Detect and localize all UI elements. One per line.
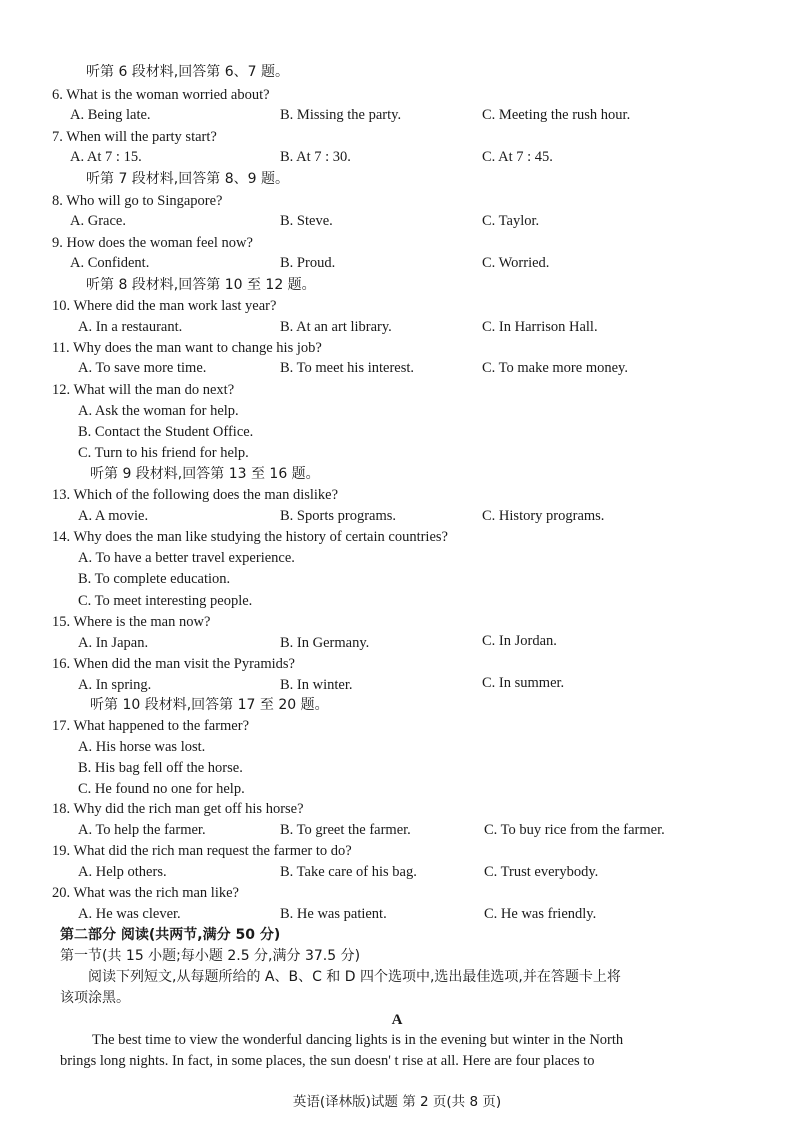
page-footer: 英语(译林版)试题 第 2 页(共 8 页) [292, 1094, 502, 1110]
question-15: 15. Where is the man now? [52, 614, 211, 630]
q6-option-a: A. Being late. [70, 107, 151, 123]
question-12: 12. What will the man do next? [52, 382, 235, 398]
question-16: 16. When did the man visit the Pyramids? [52, 656, 295, 672]
question-7: 7. When will the party start? [52, 129, 217, 145]
q13-option-c: C. History programs. [482, 508, 605, 524]
part2-heading: 第二部分 阅读(共两节,满分 50 分) [60, 927, 281, 943]
q16-option-b: B. In winter. [280, 677, 353, 693]
q15-option-c: C. In Jordan. [482, 633, 557, 649]
part2-section1-heading: 第一节(共 15 小题;每小题 2.5 分,满分 37.5 分) [60, 948, 361, 964]
q17-option-c: C. He found no one for help. [78, 781, 245, 797]
q10-option-b: B. At an art library. [280, 319, 392, 335]
question-14: 14. Why does the man like studying the history of certain countries? [52, 529, 448, 545]
q10-option-c: C. In Harrison Hall. [482, 319, 598, 335]
question-17: 17. What happened to the farmer? [52, 718, 250, 734]
q8-option-b: B. Steve. [280, 213, 333, 229]
question-11: 11. Why does the man want to change his job? [52, 340, 322, 356]
question-8: 8. Who will go to Singapore? [52, 193, 223, 209]
q14-option-a: A. To have a better travel experience. [78, 550, 295, 566]
q13-option-b: B. Sports programs. [280, 508, 396, 524]
q12-option-b: B. Contact the Student Office. [78, 424, 254, 440]
q16-option-c: C. In summer. [482, 675, 565, 691]
q8-option-a: A. Grace. [70, 213, 126, 229]
passage-label: A [391, 1012, 403, 1028]
q20-option-a: A. He was clever. [78, 906, 181, 922]
question-9: 9. How does the woman feel now? [52, 235, 253, 251]
question-13: 13. Which of the following does the man dislike? [52, 487, 339, 503]
q18-option-b: B. To greet the farmer. [280, 822, 411, 838]
question-10: 10. Where did the man work last year? [52, 298, 277, 314]
reading-instruction-line1: 阅读下列短文,从每题所给的 A、B、C 和 D 四个选项中,选出最佳选项,并在答题卡上将 [88, 969, 621, 985]
question-20: 20. What was the rich man like? [52, 885, 239, 901]
q8-option-c: C. Taylor. [482, 213, 540, 229]
q18-option-a: A. To help the farmer. [78, 822, 206, 838]
passage-line-2: brings long nights. In fact, in some places, the sun doesn' t rise at all. Here are four places to [60, 1053, 595, 1069]
q7-option-b: B. At 7 : 30. [280, 149, 351, 165]
passage-line-1: The best time to view the wonderful dancing lights is in the evening but winter in the North [92, 1032, 624, 1048]
q20-option-b: B. He was patient. [280, 906, 387, 922]
q7-option-c: C. At 7 : 45. [482, 149, 553, 165]
q13-option-a: A. A movie. [78, 508, 149, 524]
question-18: 18. Why did the rich man get off his horse? [52, 801, 304, 817]
question-6: 6. What is the woman worried about? [52, 87, 270, 103]
q17-option-a: A. His horse was lost. [78, 739, 206, 755]
section-instruction-7: 听第 7 段材料,回答第 8、9 题。 [86, 171, 289, 187]
q9-option-c: C. Worried. [482, 255, 550, 271]
section-instruction-10: 听第 10 段材料,回答第 17 至 20 题。 [90, 697, 329, 713]
q15-option-a: A. In Japan. [78, 635, 149, 651]
q12-option-c: C. Turn to his friend for help. [78, 445, 249, 461]
q15-option-b: B. In Germany. [280, 635, 370, 651]
section-instruction-9: 听第 9 段材料,回答第 13 至 16 题。 [90, 466, 320, 482]
reading-instruction-line2: 该项涂黑。 [60, 990, 130, 1006]
q11-option-b: B. To meet his interest. [280, 360, 415, 376]
q11-option-c: C. To make more money. [482, 360, 628, 376]
q19-option-c: C. Trust everybody. [484, 864, 599, 880]
section-instruction-6: 听第 6 段材料,回答第 6、7 题。 [86, 64, 289, 80]
q14-option-c: C. To meet interesting people. [78, 593, 253, 609]
q16-option-a: A. In spring. [78, 677, 152, 693]
section-instruction-8: 听第 8 段材料,回答第 10 至 12 题。 [86, 277, 316, 293]
q20-option-c: C. He was friendly. [484, 906, 597, 922]
q12-option-a: A. Ask the woman for help. [78, 403, 239, 419]
q7-option-a: A. At 7 : 15. [70, 149, 142, 165]
q17-option-b: B. His bag fell off the horse. [78, 760, 243, 776]
q9-option-a: A. Confident. [70, 255, 150, 271]
q19-option-a: A. Help others. [78, 864, 167, 880]
q11-option-a: A. To save more time. [78, 360, 207, 376]
q19-option-b: B. Take care of his bag. [280, 864, 417, 880]
q9-option-b: B. Proud. [280, 255, 336, 271]
q14-option-b: B. To complete education. [78, 571, 231, 587]
q18-option-c: C. To buy rice from the farmer. [484, 822, 665, 838]
q10-option-a: A. In a restaurant. [78, 319, 183, 335]
q6-option-c: C. Meeting the rush hour. [482, 107, 631, 123]
q6-option-b: B. Missing the party. [280, 107, 402, 123]
question-19: 19. What did the rich man request the farmer to do? [52, 843, 352, 859]
